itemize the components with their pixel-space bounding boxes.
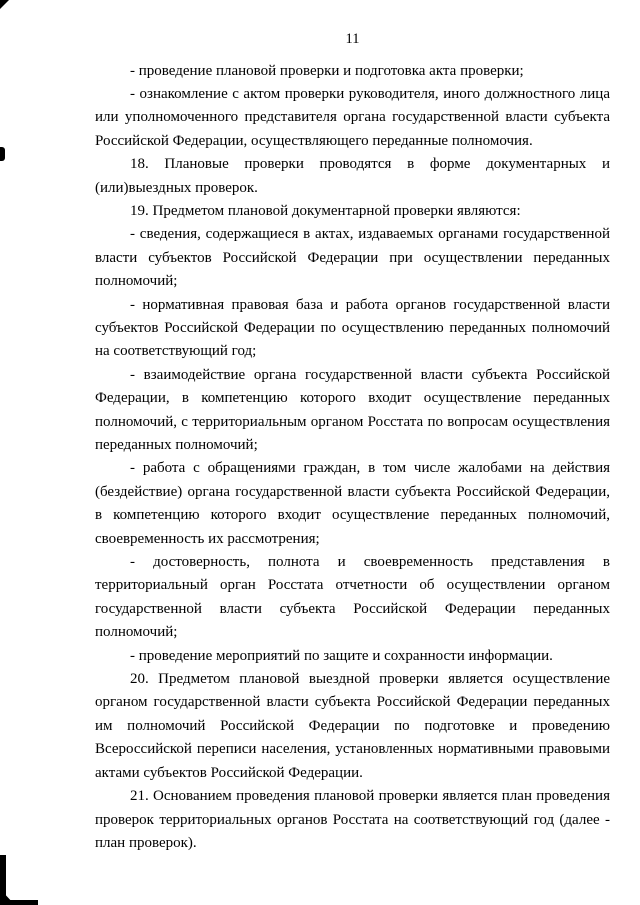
paragraph: - проведение мероприятий по защите и сохранности информации. <box>130 647 553 664</box>
page-number: 11 <box>345 31 360 47</box>
paragraph: - нормативная правовая база и работа органов государственной власти субъектов Российской Федерации по осуществлению переданных полномочий на соответствующий год; <box>95 296 610 360</box>
scan-artifact-bottom-edge-line <box>0 900 38 905</box>
paragraph: 21. Основанием проведения плановой проверки является план проведения проверок территориальных органов Росстата на соответствующий год (далее - план проверок). <box>95 788 610 851</box>
scan-artifact-left-edge <box>0 147 5 161</box>
paragraph: - взаимодействие органа государственной власти субъекта Российской Федерации, в компетенцию которого входит осуществление переданных полномочий, с территориальным органом Росстата по вопросам осуществления переданных полномочий; <box>95 366 610 453</box>
paragraph: - работа с обращениями граждан, в том числе жалобами на действия (бездействие) органа государственной власти субъекта Российской Федерации, в компетенцию которого входит осуществление переданных полномочий, своевременность их рассмотрения; <box>95 460 610 547</box>
paragraph: - ознакомление с актом проверки руководителя, иного должностного лица или уполномоченного представителя органа государственной власти субъекта Российской Федерации, осуществляющего переданные полномочия. <box>95 85 610 149</box>
paragraph: - достоверность, полнота и своевременность представления в территориальный орган Росстата отчетности об осуществлении органом государственной власти субъекта Российской Федерации переданных полномочий; <box>95 554 610 641</box>
paragraph: 20. Предметом плановой выездной проверки является осуществление органом государственной власти субъекта Российской Федерации переданных им полномочий Российской Федерации по подготовке и проведению Всероссийской переписи населения, установленных нормативными правовыми актами субъектов Российской Федерации. <box>95 671 610 781</box>
paragraph: 18. Плановые проверки проводятся в форме документарных и (или)выездных проверок. <box>95 156 610 196</box>
document-body <box>0 60 640 856</box>
paragraph: 19. Предметом плановой документарной проверки являются: <box>130 202 521 219</box>
paragraph: - сведения, содержащиеся в актах, издаваемых органами государственной власти субъектов Российской Федерации при осуществлении переданных полномочий; <box>95 226 610 290</box>
paragraph: - проведение плановой проверки и подготовка акта проверки; <box>130 62 524 79</box>
